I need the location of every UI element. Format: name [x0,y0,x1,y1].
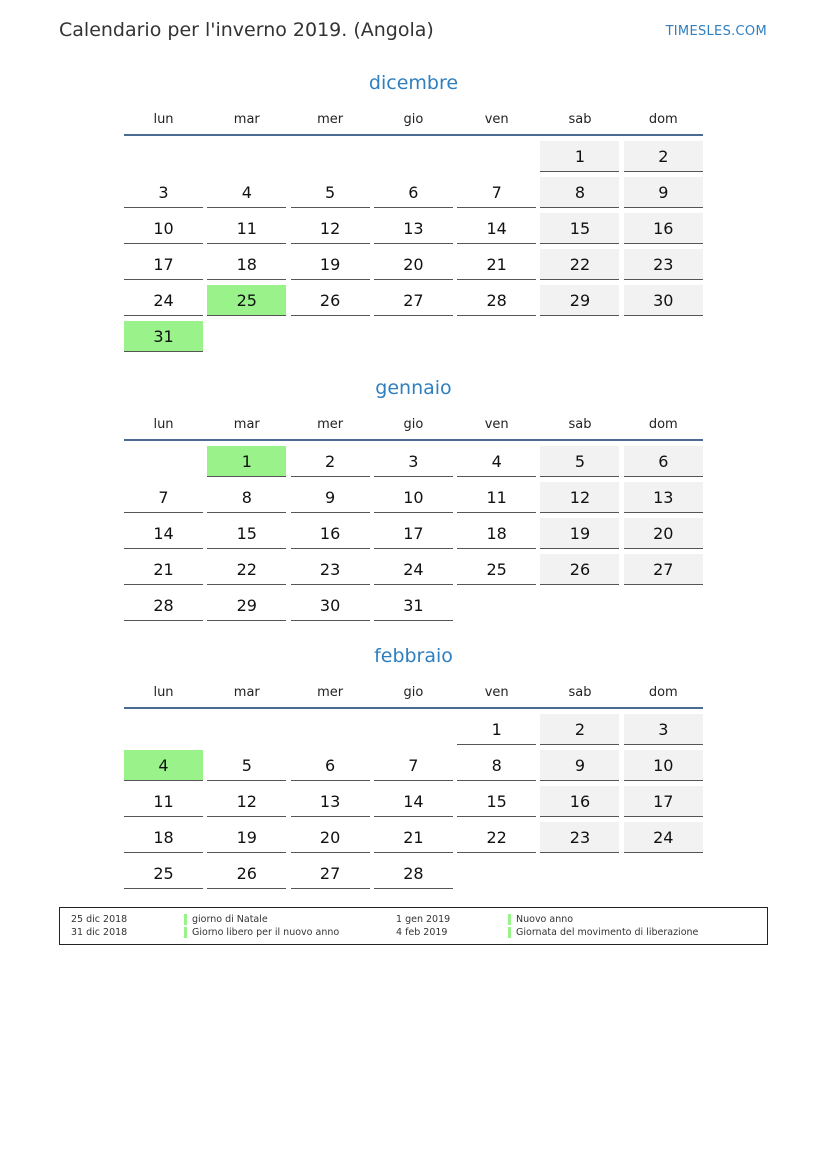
day-cell: 31 [374,590,453,621]
weekday-label: sab [568,417,592,432]
weekday-label: lun [153,417,174,432]
month-title: dicembre [368,72,459,94]
day-cell: 16 [624,213,703,244]
month-calendar-febbraio [124,643,703,889]
legend-label: Nuovo anno [516,914,574,925]
day-cell: 28 [374,858,453,889]
day-cell: 23 [624,249,703,280]
day-cell: 2 [291,446,370,477]
day-cell: 14 [457,213,536,244]
day-cell: 17 [124,249,203,280]
day-cell: 27 [624,554,703,585]
weekday-label: mar [233,112,260,127]
day-cell: 11 [207,213,286,244]
holiday-marker [184,927,187,938]
day-cell: 21 [374,822,453,853]
empty-cell [207,141,286,172]
day-cell: 10 [124,213,203,244]
day-cell: 19 [540,518,619,549]
month-title: febbraio [374,645,453,667]
weekday-label: gio [403,112,424,127]
day-cell: 1 [457,714,536,745]
holiday-marker [508,914,511,925]
day-cell: 7 [124,482,203,513]
day-cell: 19 [207,822,286,853]
weekday-label: lun [153,685,174,700]
day-cell: 3 [124,177,203,208]
day-cell: 13 [374,213,453,244]
day-cell: 23 [540,822,619,853]
legend-date: 31 dic 2018 [71,927,128,938]
legend-label: Giornata del movimento di liberazione [516,927,699,938]
weekday-label: sab [568,112,592,127]
empty-cell [207,714,286,745]
day-cell: 6 [291,750,370,781]
day-cell: 20 [624,518,703,549]
day-cell: 11 [124,786,203,817]
empty-cell [374,141,453,172]
header-divider [124,439,703,441]
weekday-label: mer [317,685,344,700]
day-cell: 16 [291,518,370,549]
day-cell: 6 [624,446,703,477]
weekday-label: ven [484,685,509,700]
empty-cell [291,714,370,745]
month-calendar-gennaio [124,375,703,621]
day-cell: 22 [457,822,536,853]
weekday-label: mer [317,112,344,127]
day-cell: 9 [291,482,370,513]
holiday-marker [184,914,187,925]
holiday-day-cell: 25 [207,285,286,316]
day-cell: 18 [457,518,536,549]
header-divider [124,707,703,709]
day-cell: 6 [374,177,453,208]
empty-cell [374,714,453,745]
day-cell: 24 [624,822,703,853]
legend-label: Giorno libero per il nuovo anno [192,927,340,938]
day-cell: 20 [374,249,453,280]
header-divider [124,134,703,136]
day-cell: 21 [457,249,536,280]
legend-date: 25 dic 2018 [71,914,128,925]
day-cell: 18 [124,822,203,853]
day-cell: 5 [291,177,370,208]
day-cell: 4 [207,177,286,208]
holiday-day-cell: 1 [207,446,286,477]
day-cell: 14 [374,786,453,817]
holiday-day-cell: 31 [124,321,203,352]
day-cell: 25 [124,858,203,889]
day-cell: 2 [624,141,703,172]
day-cell: 18 [207,249,286,280]
day-cell: 24 [124,285,203,316]
day-cell: 15 [207,518,286,549]
day-cell: 12 [207,786,286,817]
day-cell: 30 [291,590,370,621]
day-cell: 3 [624,714,703,745]
weekday-label: ven [484,112,509,127]
day-cell: 13 [624,482,703,513]
empty-cell [291,141,370,172]
weekday-label: gio [403,685,424,700]
empty-cell [124,714,203,745]
day-cell: 28 [457,285,536,316]
day-cell: 15 [540,213,619,244]
day-cell: 28 [124,590,203,621]
weekday-label: dom [648,112,678,127]
day-cell: 10 [624,750,703,781]
day-cell: 26 [207,858,286,889]
day-cell: 16 [540,786,619,817]
holiday-legend [59,907,768,945]
day-cell: 8 [540,177,619,208]
day-cell: 30 [624,285,703,316]
day-cell: 24 [374,554,453,585]
weekday-label: sab [568,685,592,700]
empty-cell [124,141,203,172]
day-cell: 4 [457,446,536,477]
weekday-label: lun [153,112,174,127]
weekday-label: dom [648,685,678,700]
holiday-marker [508,927,511,938]
day-cell: 26 [540,554,619,585]
day-cell: 29 [207,590,286,621]
holiday-day-cell: 4 [124,750,203,781]
day-grid [124,141,703,352]
legend-date: 4 feb 2019 [396,927,448,938]
day-cell: 21 [124,554,203,585]
day-grid [124,714,703,889]
day-cell: 17 [624,786,703,817]
day-cell: 27 [291,858,370,889]
day-cell: 7 [457,177,536,208]
day-cell: 12 [540,482,619,513]
day-cell: 15 [457,786,536,817]
weekday-header [124,110,703,132]
day-grid [124,446,703,621]
day-cell: 9 [540,750,619,781]
legend-label: giorno di Natale [192,914,268,925]
day-cell: 11 [457,482,536,513]
day-cell: 2 [540,714,619,745]
weekday-label: mer [317,417,344,432]
day-cell: 26 [291,285,370,316]
empty-cell [124,446,203,477]
day-cell: 14 [124,518,203,549]
day-cell: 10 [374,482,453,513]
day-cell: 13 [291,786,370,817]
day-cell: 1 [540,141,619,172]
weekday-label: ven [484,417,509,432]
day-cell: 25 [457,554,536,585]
day-cell: 5 [540,446,619,477]
day-cell: 17 [374,518,453,549]
day-cell: 19 [291,249,370,280]
weekday-label: gio [403,417,424,432]
empty-cell [457,141,536,172]
day-cell: 5 [207,750,286,781]
weekday-label: dom [648,417,678,432]
day-cell: 8 [457,750,536,781]
day-cell: 7 [374,750,453,781]
month-calendar-dicembre [124,70,703,352]
weekday-label: mar [233,417,260,432]
day-cell: 29 [540,285,619,316]
day-cell: 22 [540,249,619,280]
legend-date: 1 gen 2019 [396,914,451,925]
day-cell: 12 [291,213,370,244]
month-title: gennaio [375,377,452,399]
weekday-header [124,415,703,437]
day-cell: 20 [291,822,370,853]
weekday-header [124,683,703,705]
day-cell: 23 [291,554,370,585]
day-cell: 8 [207,482,286,513]
site-link[interactable]: TIMESLES.COM [665,24,767,39]
day-cell: 9 [624,177,703,208]
page-title: Calendario per l'inverno 2019. (Angola) [59,19,434,41]
day-cell: 22 [207,554,286,585]
weekday-label: mar [233,685,260,700]
day-cell: 27 [374,285,453,316]
day-cell: 3 [374,446,453,477]
